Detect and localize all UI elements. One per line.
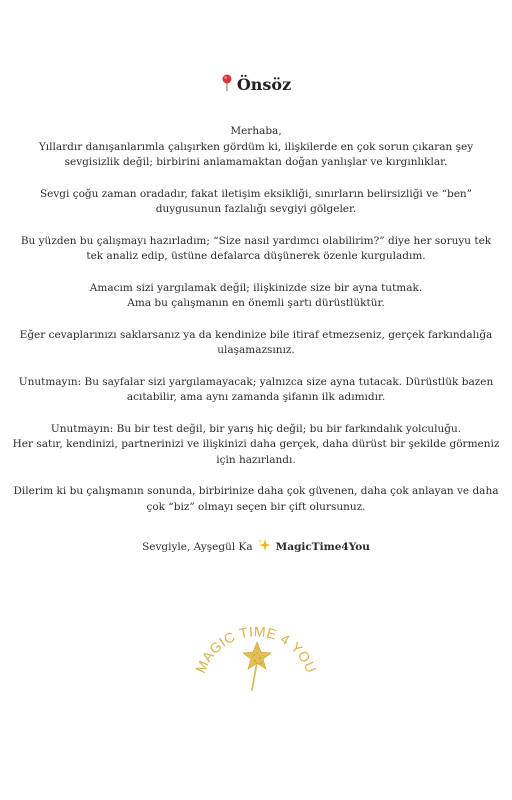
page-title [0,74,512,96]
paragraph-line: Her satır, kendinizi, partnerinizi ve ilişkinizi daha gerçek, daha dürüst bir şekilde görmeniz için hazırlandı. [12,438,500,466]
signature-line [0,538,512,555]
paragraph-line: Yıllardır danışanlarımla çalışırken gördüm ki, ilişkilerde en çok sorun çıkaran şey sevgisizlik değil; birbirini anlamamaktan doğan yanlışlar ve kırgınlıklar. [38,140,474,168]
paragraph-line: Ama bu çalışmanın en önemli şartı dürüstlüktür. [127,297,385,309]
title-text: Önsöz [236,75,292,94]
sparkle-icon [257,538,271,552]
magic-time-logo [191,606,321,696]
preface-paragraph [12,124,500,171]
paragraph-line: Sevgi çoğu zaman oradadır, fakat iletişim eksikliği, sınırların belirsizliği ve “ben” duygusunun fazlalığı sevgiyi gölgeler. [39,187,473,215]
preface-paragraph [12,234,500,265]
preface-paragraph [12,375,500,406]
paragraph-line: Bu yüzden bu çalışmayı hazırladım; “Size nasıl yardımcı olabilirim?” diye her soruyu tek tek analiz edip, üstüne defalarca düşünerek özenle kurguladım. [20,234,492,262]
brand-name: MagicTime4You [275,541,370,553]
logo-text: MAGIC TIME 4 YOU [192,623,320,676]
preface-paragraph [12,187,500,218]
paragraph-line: Unutmayın: Bu sayfalar sizi yargılamayacak; yalnızca size ayna tutacak. Dürüstlük bazen acıtabilir, ama aynı zamanda şifanın ilk adımıdır. [18,375,494,403]
paragraph-line: Merhaba, [230,125,282,137]
paragraph-line: Amacım sizi yargılamak değil; ilişkinizde size bir ayna tutmak. [89,281,423,294]
preface-paragraph [12,422,500,469]
preface-paragraph [12,281,500,312]
paragraph-line: Unutmayın: Bu bir test değil, bir yarış hiç değil; bu bir farkındalık yolculuğu. [50,422,462,435]
paragraph-line: Dilerim ki bu çalışmanın sonunda, birbirinize daha çok güvenen, daha çok anlayan ve daha çok “biz” olmayı seçen bir çift olursunuz. [13,485,499,513]
paragraph-line: Eğer cevaplarınızı saklarsanız ya da kendinize bile itiraf etmezseniz, gerçek farkındalığa ulaşamazsınız. [19,328,493,356]
preface-body [12,124,500,531]
preface-paragraph [12,328,500,359]
preface-paragraph [12,484,500,515]
signature-text: Sevgiyle, Ayşegül Ka [142,541,253,553]
pin-icon [221,74,233,92]
star-wand-icon [243,642,271,690]
